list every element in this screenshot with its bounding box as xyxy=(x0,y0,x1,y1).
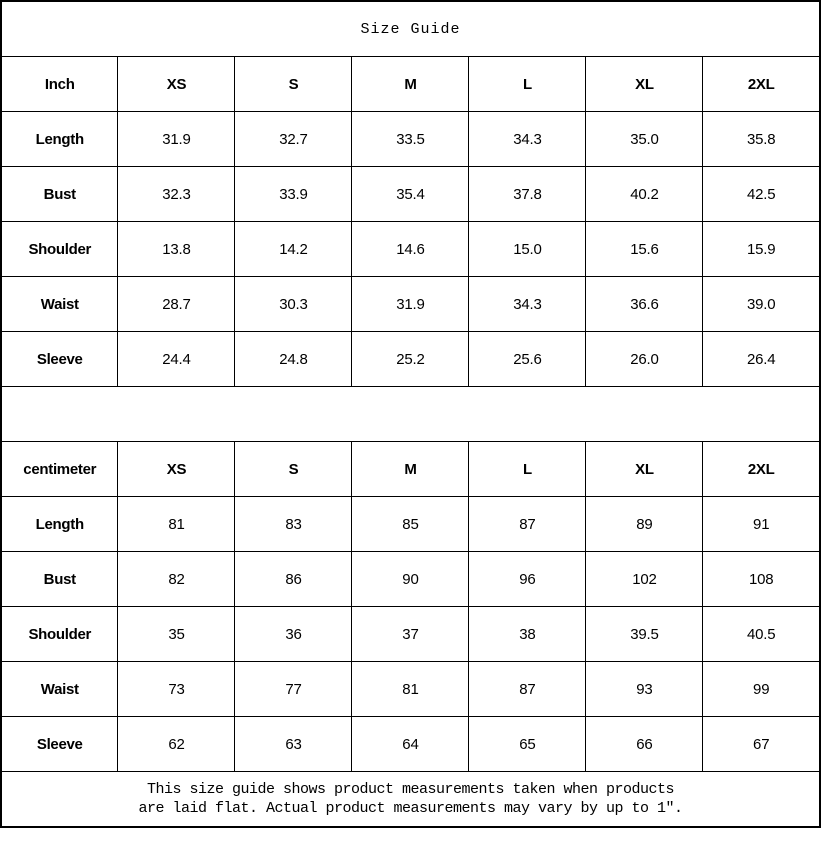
value-cell: 40.5 xyxy=(703,607,820,662)
inch-header-row xyxy=(1,57,820,112)
value-cell: 85 xyxy=(352,497,469,552)
value-cell: 36 xyxy=(235,607,352,662)
row-label-sleeve: Sleeve xyxy=(1,332,118,387)
inch-col-header-m: M xyxy=(352,57,469,112)
footer-note-line1: This size guide shows product measurements taken when products xyxy=(146,781,675,798)
row-label-shoulder: Shoulder xyxy=(1,222,118,277)
row-label-bust: Bust xyxy=(1,167,118,222)
table-row xyxy=(1,607,820,662)
table-row xyxy=(1,332,820,387)
cm-col-header-m: M xyxy=(352,442,469,497)
value-cell: 91 xyxy=(703,497,820,552)
cm-unit-label: centimeter xyxy=(1,442,118,497)
table-row xyxy=(1,552,820,607)
value-cell: 102 xyxy=(586,552,703,607)
row-label-waist: Waist xyxy=(1,662,118,717)
value-cell: 35.0 xyxy=(586,112,703,167)
title-row xyxy=(1,1,820,57)
value-cell: 38 xyxy=(469,607,586,662)
value-cell: 15.6 xyxy=(586,222,703,277)
value-cell: 37 xyxy=(352,607,469,662)
value-cell: 33.5 xyxy=(352,112,469,167)
value-cell: 89 xyxy=(586,497,703,552)
value-cell: 26.0 xyxy=(586,332,703,387)
value-cell: 42.5 xyxy=(703,167,820,222)
value-cell: 83 xyxy=(235,497,352,552)
inch-col-header-2xl: 2XL xyxy=(703,57,820,112)
value-cell: 108 xyxy=(703,552,820,607)
value-cell: 32.7 xyxy=(235,112,352,167)
value-cell: 32.3 xyxy=(118,167,235,222)
inch-unit-label: Inch xyxy=(1,57,118,112)
value-cell: 35.8 xyxy=(703,112,820,167)
value-cell: 64 xyxy=(352,717,469,772)
table-row xyxy=(1,277,820,332)
table-row xyxy=(1,662,820,717)
value-cell: 40.2 xyxy=(586,167,703,222)
row-label-sleeve: Sleeve xyxy=(1,717,118,772)
table-row xyxy=(1,167,820,222)
row-label-length: Length xyxy=(1,112,118,167)
value-cell: 15.0 xyxy=(469,222,586,277)
value-cell: 13.8 xyxy=(118,222,235,277)
value-cell: 35 xyxy=(118,607,235,662)
row-label-shoulder: Shoulder xyxy=(1,607,118,662)
value-cell: 30.3 xyxy=(235,277,352,332)
value-cell: 31.9 xyxy=(118,112,235,167)
cm-col-header-s: S xyxy=(235,442,352,497)
cm-col-header-xs: XS xyxy=(118,442,235,497)
footer-row xyxy=(1,772,820,828)
value-cell: 86 xyxy=(235,552,352,607)
row-label-bust: Bust xyxy=(1,552,118,607)
value-cell: 81 xyxy=(118,497,235,552)
value-cell: 96 xyxy=(469,552,586,607)
value-cell: 73 xyxy=(118,662,235,717)
footer-note-line2: are laid flat. Actual product measurements may vary by up to 1″. xyxy=(138,800,683,817)
inch-col-header-s: S xyxy=(235,57,352,112)
value-cell: 93 xyxy=(586,662,703,717)
table-row xyxy=(1,222,820,277)
value-cell: 87 xyxy=(469,497,586,552)
value-cell: 26.4 xyxy=(703,332,820,387)
cm-col-header-2xl: 2XL xyxy=(703,442,820,497)
value-cell: 28.7 xyxy=(118,277,235,332)
page-title: Size Guide xyxy=(1,1,820,57)
table-row xyxy=(1,717,820,772)
spacer-row xyxy=(1,387,820,442)
value-cell: 90 xyxy=(352,552,469,607)
cm-col-header-xl: XL xyxy=(586,442,703,497)
row-label-length: Length xyxy=(1,497,118,552)
value-cell: 33.9 xyxy=(235,167,352,222)
value-cell: 99 xyxy=(703,662,820,717)
table-row xyxy=(1,497,820,552)
value-cell: 14.2 xyxy=(235,222,352,277)
value-cell: 66 xyxy=(586,717,703,772)
value-cell: 37.8 xyxy=(469,167,586,222)
value-cell: 25.6 xyxy=(469,332,586,387)
value-cell: 39.5 xyxy=(586,607,703,662)
value-cell: 35.4 xyxy=(352,167,469,222)
row-label-waist: Waist xyxy=(1,277,118,332)
table-row xyxy=(1,112,820,167)
value-cell: 77 xyxy=(235,662,352,717)
value-cell: 34.3 xyxy=(469,112,586,167)
value-cell: 67 xyxy=(703,717,820,772)
value-cell: 15.9 xyxy=(703,222,820,277)
value-cell: 81 xyxy=(352,662,469,717)
value-cell: 62 xyxy=(118,717,235,772)
value-cell: 34.3 xyxy=(469,277,586,332)
value-cell: 24.4 xyxy=(118,332,235,387)
value-cell: 36.6 xyxy=(586,277,703,332)
cm-header-row xyxy=(1,442,820,497)
inch-col-header-l: L xyxy=(469,57,586,112)
value-cell: 14.6 xyxy=(352,222,469,277)
value-cell: 25.2 xyxy=(352,332,469,387)
value-cell: 31.9 xyxy=(352,277,469,332)
value-cell: 87 xyxy=(469,662,586,717)
value-cell: 82 xyxy=(118,552,235,607)
value-cell: 39.0 xyxy=(703,277,820,332)
value-cell: 24.8 xyxy=(235,332,352,387)
value-cell: 63 xyxy=(235,717,352,772)
cm-col-header-l: L xyxy=(469,442,586,497)
footer-note xyxy=(1,772,820,828)
value-cell: 65 xyxy=(469,717,586,772)
inch-col-header-xl: XL xyxy=(586,57,703,112)
inch-col-header-xs: XS xyxy=(118,57,235,112)
spacer-cell xyxy=(1,387,820,442)
